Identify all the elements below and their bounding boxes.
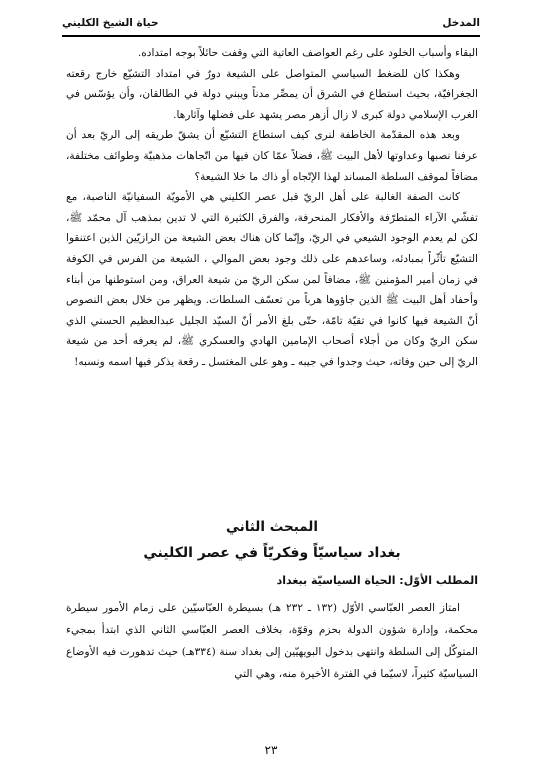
paragraph-2: وهكذا كان للضغط السياسي المتواصل على الشيعة دورٌ في امتداد التشيّع خارج رقعته الجغرافيّة، بحيث استطاع في الشرق أن يمصِّر مدناً ويبني دولة في الطالقان، وأن يؤسّس في الغرب الإسلامي دولة كبرى لا زال أزهر مصر يشهد على فضلها وآثارها. (66, 67, 478, 121)
header-book-title: حياة الشيخ الكليني (62, 17, 159, 29)
section-heading: المبحث الثاني (226, 519, 318, 535)
page-number: ٢٣ (264, 743, 278, 757)
section-title-block (66, 514, 478, 566)
paragraph-3: وبعد هذه المقدّمة الخاطفة لنرى كيف استطاع التشيّع أن يشقّ طريقه إلى الريّ بعد أن عرفنا نصبها وعداوتها لأهل البيت ﷺ، فضلاً عمّا كان فيها من اتّجاهات مذهبيّة وطوائف مختلفة، مضافاً لموقف السلطة المساند لهذا الإتّجاه أو ذاك ما خلا الشيعة؟ (66, 129, 478, 183)
section-subheading: بغداد سياسيّاً وفكريّاً في عصر الكليني (143, 545, 401, 561)
running-header (62, 12, 480, 34)
paragraph-1: البقاء وأسباب الخلود على رغم العواصف العاتية التي وقفت حائلاً بوجه امتداده. (137, 47, 478, 59)
subsection-title: المطلب الأوّل: الحياة السياسيّة ببغداد (276, 574, 478, 587)
main-text (66, 43, 478, 373)
section-text (66, 597, 478, 685)
paragraph-5: امتاز العصر العبّاسي الأوّل (١٣٢ ـ ٢٣٢ هـ) بسيطرة العبّاسيّين على زمام الأمور سيطرة محكمة، وإدارة شؤون الدولة بحزم وقوّة، بخلاف العصر العبّاسي الثاني الذي ابتدأ بمجيء المتوكّل إلى السلطة وانتهى بدخول البويهيّين إلى بغداد سنة (٣٣٤هـ) حيث تدهورت فيه الأوضاع السياسيّة كثيراً، لاسيّما في الفترة الأخيرة منه، وهي التي (66, 602, 478, 680)
header-divider (62, 35, 480, 37)
paragraph-4: كانت الصفة الغالبة على أهل الريّ قبل عصر الكليني هي الأمويّة السفيانيّة الناصبة، مع تفشّي الآراء المتطرّفة والأفكار المنحرفة، والفرق الكثيرة التي لا تدين بمذهب آل محمّد ﷺ، لكن لم يعدم الوجود الشيعي في الريّ، وإنّما كان هناك بعض الشيعة من الرازيّين الذين اعتنقوا التشيّع تأثّراً بمبادئه، وساعدهم على ذلك وجود بعض الموالي ، الشيعة من الفرس في الكوفة في زمان أمير المؤمنين ﷺ، مضافاً لمن سكن الريّ من شيعة العراق، ومن استوطنها من أبناء وأحفاد أهل البيت ﷺ الذين جاؤوها هرباً من تعسّف السلطات. ويظهر من خلال بعض النصوص أنّ الشيعة فيها كانوا في تقيّة تامّة، حتّى بلغ الأمر أنّ السيّد الجليل عبدالعظيم الحسني الذي سكن الريّ وكان من أجلاء أصحاب الإمامين الهادي والعسكري ﷺ، لم يعرفه أحد من شيعة الريّ إلى حين وفاته، حيث وجدوا في جيبه ـ وهو على المغتسل ـ رقعة يذكر فيها اسمه ونسبه! (66, 191, 478, 368)
header-chapter-title: المدخل (442, 17, 480, 29)
